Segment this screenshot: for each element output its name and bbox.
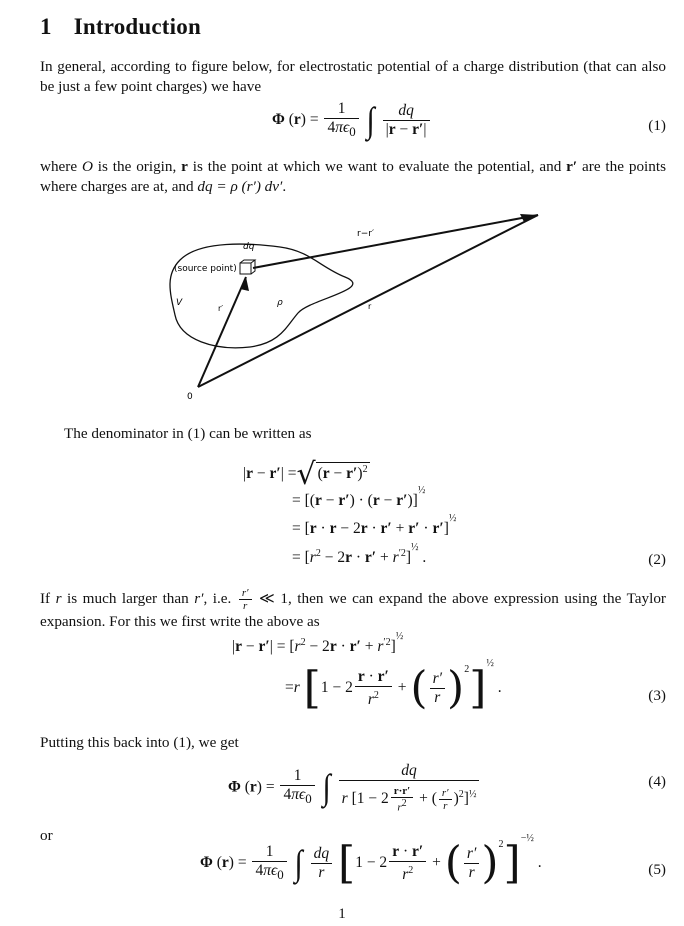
section-number: 1 — [40, 14, 52, 39]
source-cube — [240, 260, 255, 274]
label-rho: ρ — [277, 298, 283, 308]
paragraph-or: or — [40, 827, 53, 844]
equation-2-line-1: |r − r′| =√ $(r - r')^2$ — [243, 457, 368, 492]
paragraph-substitute: Putting this back into (1), we get — [40, 734, 239, 751]
equation-5-number: (5) — [648, 861, 666, 878]
equation-4-number: (4) — [648, 773, 666, 790]
vector-r — [198, 215, 538, 387]
equation-3-line-2: =r [1 − 2 $\frac{r \cdot r'}{r^2}$ + ( $\frac{r'}{r}$ )$^2$]$^{\frac{1}{2}}$ . — [285, 657, 502, 714]
equation-2-number: (2) — [648, 551, 666, 568]
equation-3-number: (3) — [648, 687, 666, 704]
equation-1-number: (1) — [648, 117, 666, 134]
equation-5: Φ (r) = $\frac{1}{4\pi\epsilon_0}$ ∫ $\frac{dq}{r}$ [1 − 2 $\frac{r \cdot r'}{r^2}$ + ( $\frac{r'}{r}$ )$^2$]$^{-\frac{1}{2}}$ . — [200, 832, 542, 889]
label-dq: dq — [243, 242, 255, 252]
label-rp: r′ — [218, 304, 224, 313]
equation-4: Φ (r) = $\frac{1}{4\pi\epsilon_0}$ ∫ dq r [1 − 2 $\frac{r\cdot r'}{r^2}$ + ( $\frac{r'}{r}$ )$^2$]$^{\frac{1}{2}}$ — [228, 762, 481, 814]
paragraph-intro: In general, according to figure below, for electrostatic potential of a charge distribution (that can also be just a few point charges) we have — [40, 58, 666, 95]
paragraph-taylor: If r is much larger than r′, i.e. $\frac{r'}{r}$ ≪ 1, then we can expand the above expression using the Taylor expansion. For this we first write the above as — [40, 587, 666, 630]
label-volume: V — [176, 298, 183, 308]
page-number: 1 — [338, 906, 346, 922]
equation-1: Φ (r) = $\frac{1}{4\pi\epsilon_0}$ ∫ $\frac{dq}{|r - r'|}$ — [272, 100, 432, 141]
volume-blob — [170, 244, 353, 348]
figure-charge-distribution — [160, 205, 550, 410]
equation-3-line-1: $|r - r'| = [r^2 - 2r \cdot r' + r^{'2}]^{\frac{1}{2}}$ — [232, 631, 404, 656]
paragraph-definitions: where O is the origin, r is the point at which we want to evaluate the potential, and r′ are the points where charges are at, and dq = ρ (r′) dv′. — [40, 158, 666, 195]
paragraph-denominator: The denominator in (1) can be written as — [64, 425, 312, 442]
label-r: r — [368, 302, 372, 311]
label-origin: 0 — [187, 392, 193, 402]
section-heading — [40, 14, 201, 40]
section-title: Introduction — [73, 14, 201, 39]
vector-rp — [198, 277, 246, 387]
vector-r-minus-rp — [253, 215, 538, 268]
equation-2-line-2: = $[(r - r') \cdot (r - r')]^{\frac{1}{2}}$ — [292, 485, 426, 510]
equation-2-line-3: = $[r \cdot r - 2r \cdot r' + r' \cdot r']^{\frac{1}{2}}$ — [292, 513, 457, 538]
equation-2-line-4: = $[r^2 - 2r \cdot r' + r^{'2}]^{\frac{1}{2}}$ . — [292, 542, 427, 567]
label-r-minus-rp: r−r′ — [357, 229, 374, 239]
label-source-point: (source point) — [174, 264, 237, 274]
